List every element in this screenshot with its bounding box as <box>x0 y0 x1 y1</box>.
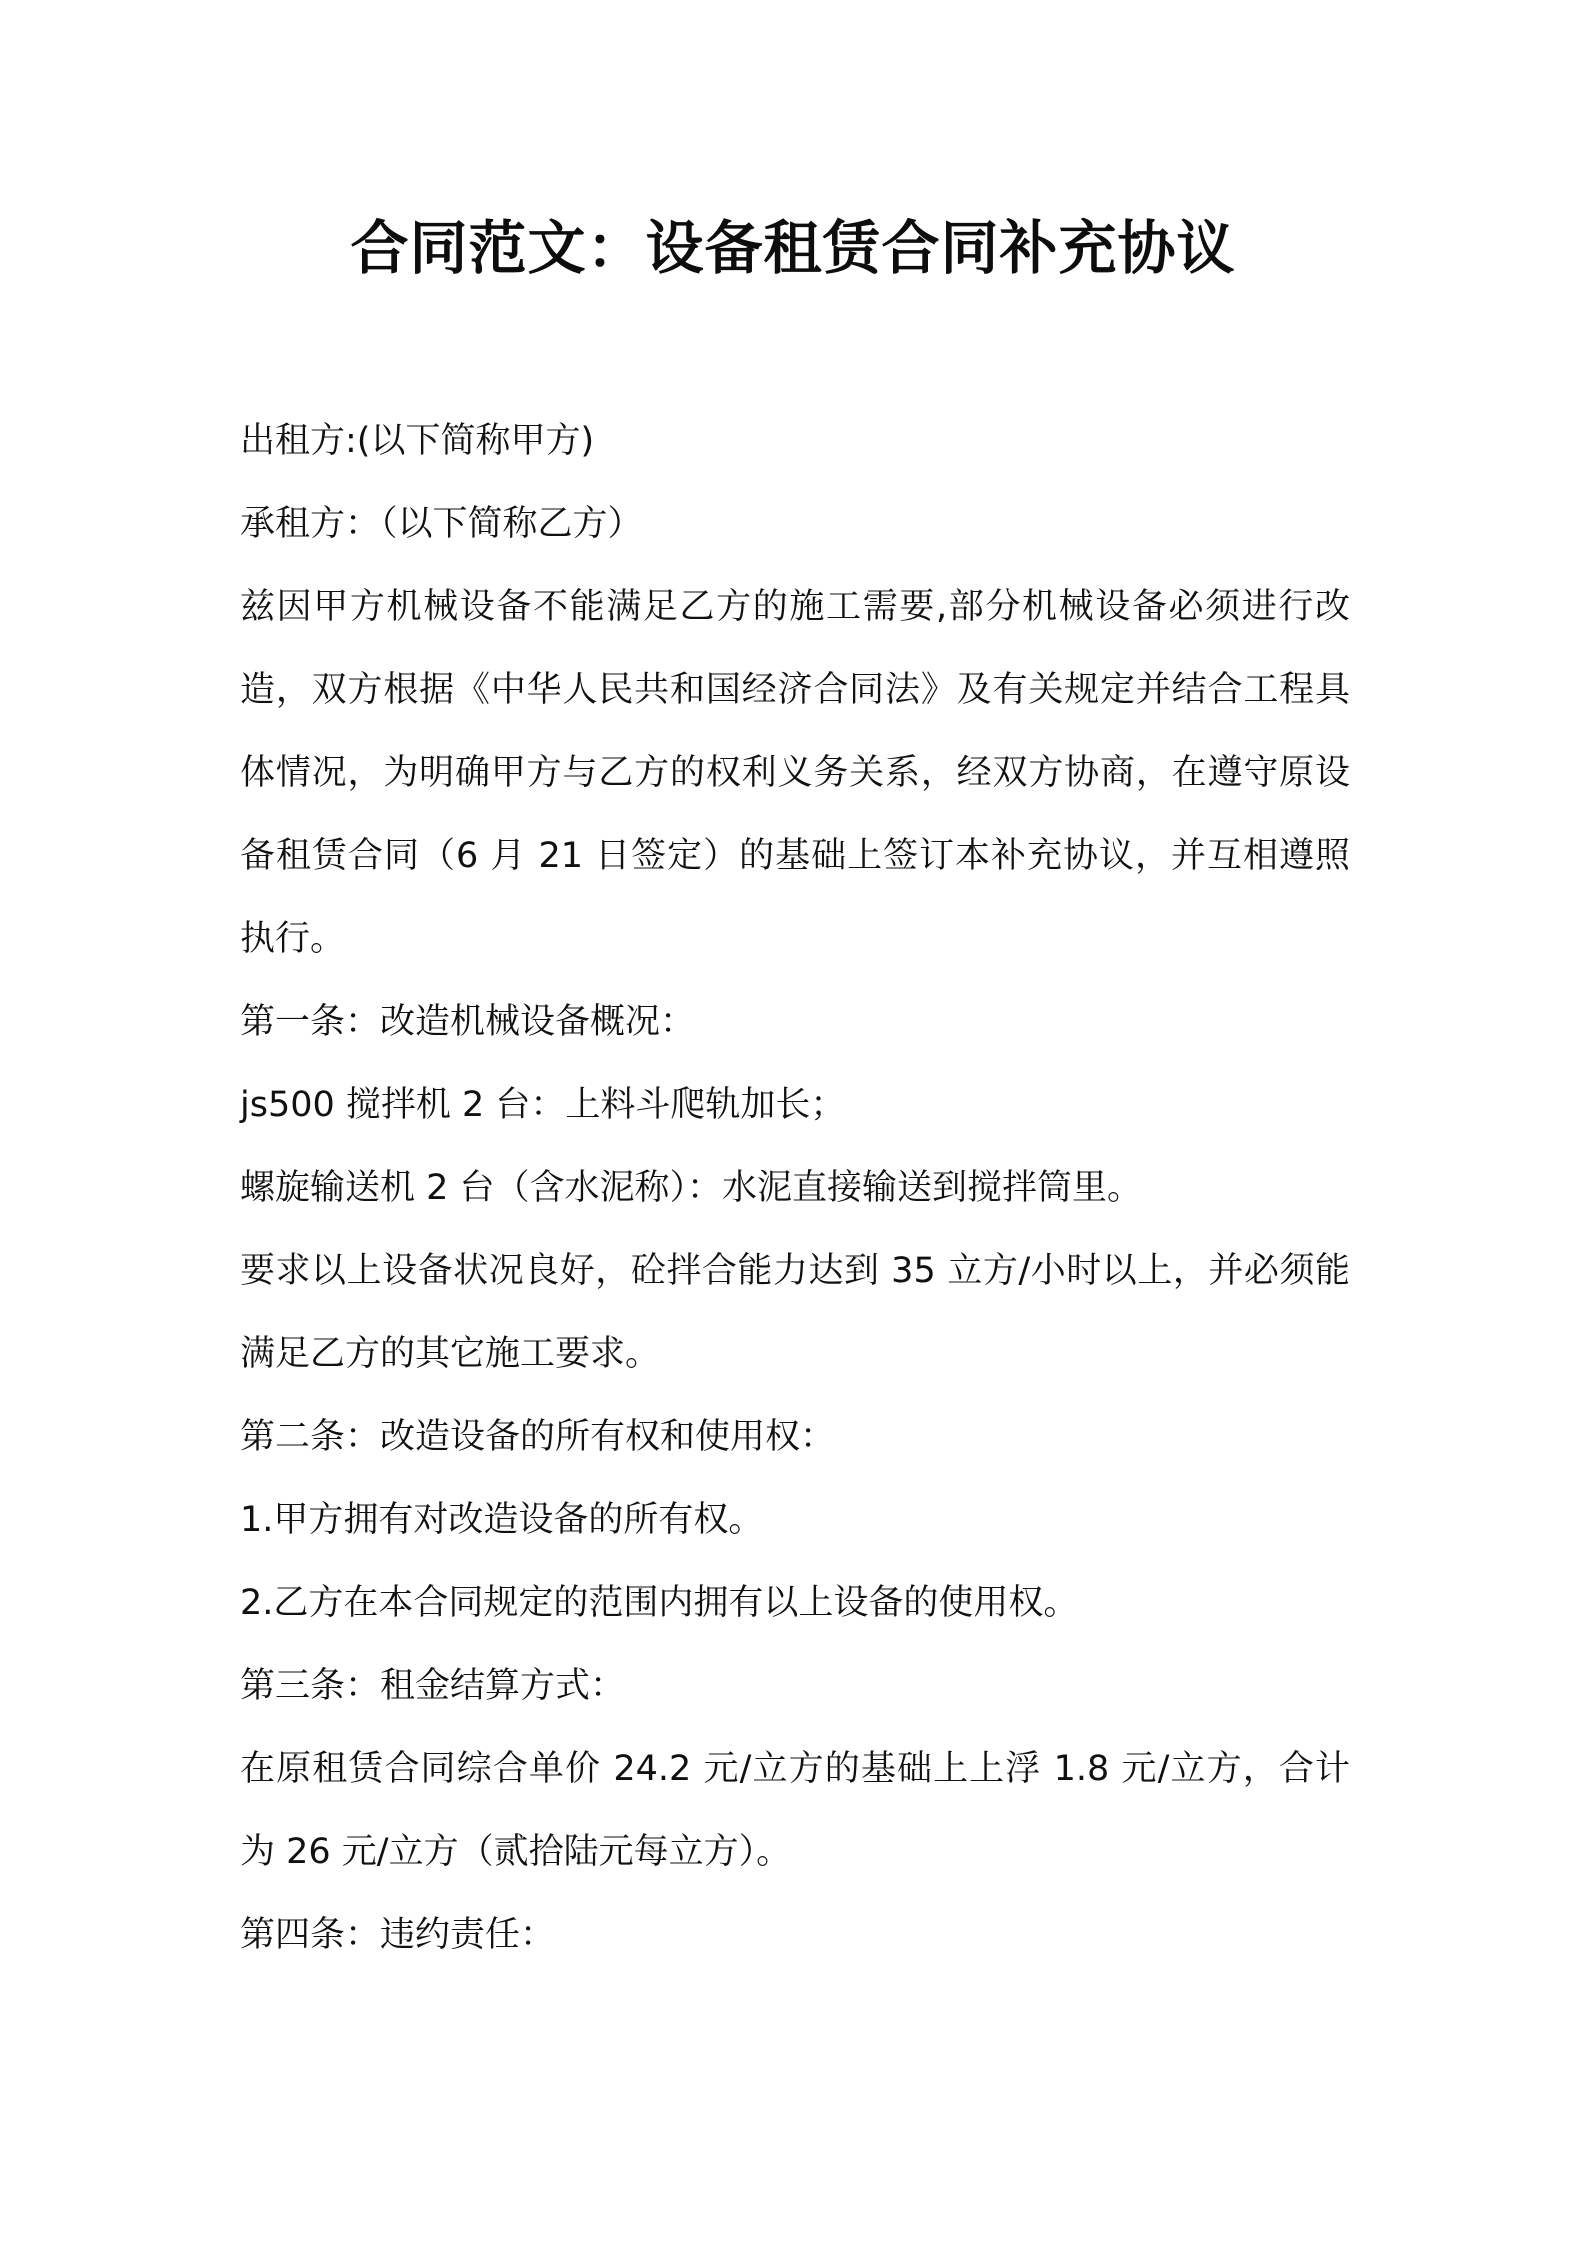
document-body <box>240 400 1350 1977</box>
ownership-clause: 1.甲方拥有对改造设备的所有权。 <box>240 1500 764 1540</box>
preamble-paragraph: 兹因甲方机械设备不能满足乙方的施工需要,部分机械设备必须进行改造，双方根据《中华人民共和国经济合同法》及有关规定并结合工程具体情况，为明确甲方与乙方的权利义务关系，经双方协商，在遵守原设备租赁合同（6 月 21 日签定）的基础上签订本补充协议，并互相遵照执行。 <box>240 587 1350 959</box>
document-title: 合同范文：设备租赁合同补充协议 <box>350 214 1236 282</box>
article-1-heading: 第一条：改造机械设备概况： <box>240 1002 696 1042</box>
article-3-heading: 第三条：租金结算方式： <box>240 1666 626 1706</box>
usage-right-clause: 2.乙方在本合同规定的范围内拥有以上设备的使用权。 <box>240 1583 1079 1623</box>
equipment-item-conveyor: 螺旋输送机 2 台（含水泥称）：水泥直接输送到搅拌筒里。 <box>240 1168 1143 1208</box>
equipment-item-mixer: js500 搅拌机 2 台：上料斗爬轨加长； <box>240 1085 846 1125</box>
equipment-requirement: 要求以上设备状况良好，砼拌合能力达到 35 立方/小时以上，并必须能满足乙方的其它施工要求。 <box>240 1251 1350 1374</box>
rent-clause: 在原租赁合同综合单价 24.2 元/立方的基础上上浮 1.8 元/立方，合计为 26 元/立方（贰拾陆元每立方）。 <box>240 1749 1350 1872</box>
lessor-line: 出租方:(以下简称甲方) <box>240 421 595 461</box>
lessee-line: 承租方：（以下简称乙方） <box>240 504 643 544</box>
article-2-heading: 第二条：改造设备的所有权和使用权： <box>240 1417 836 1457</box>
article-4-heading: 第四条：违约责任： <box>240 1915 556 1955</box>
